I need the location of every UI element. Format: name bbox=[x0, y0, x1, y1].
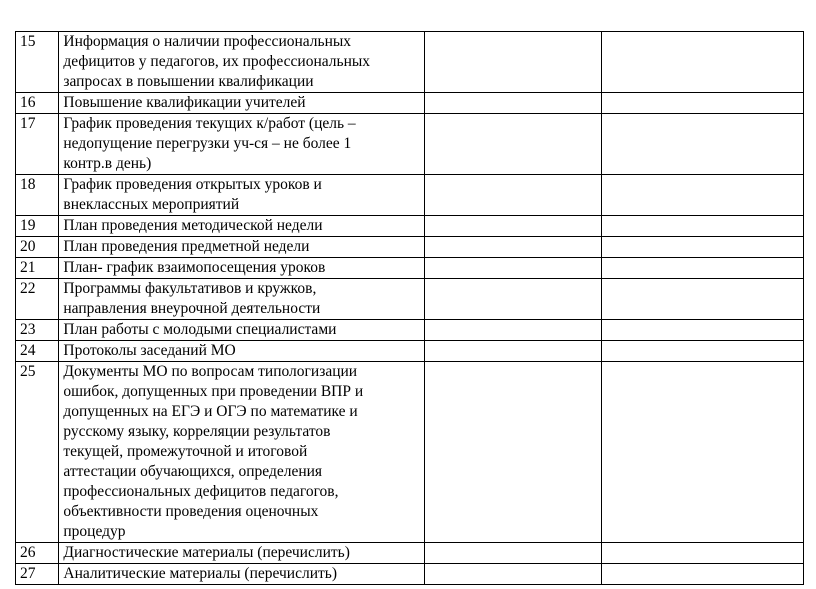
description-line: Протоколы заседаний МО bbox=[63, 342, 236, 359]
row-description bbox=[59, 32, 424, 93]
table-row bbox=[16, 216, 804, 237]
description-line: План проведения предметной недели bbox=[63, 238, 310, 255]
row-description bbox=[59, 362, 424, 543]
empty-cell-b bbox=[602, 237, 804, 258]
row-description bbox=[59, 237, 424, 258]
row-description bbox=[59, 564, 424, 585]
row-description bbox=[59, 320, 424, 341]
empty-cell-b bbox=[602, 279, 804, 320]
description-line: недопущение перегрузки уч-ся – не более 1 bbox=[63, 135, 352, 152]
table-row bbox=[16, 32, 804, 93]
empty-cell-b bbox=[602, 564, 804, 585]
table-row bbox=[16, 543, 804, 564]
empty-cell-a bbox=[424, 362, 602, 543]
row-number: 18 bbox=[16, 175, 59, 216]
description-line: профессиональных дефицитов педагогов, bbox=[63, 483, 339, 500]
row-number: 19 bbox=[16, 216, 59, 237]
table-row bbox=[16, 341, 804, 362]
table-row bbox=[16, 93, 804, 114]
empty-cell-b bbox=[602, 341, 804, 362]
empty-cell-a bbox=[424, 32, 602, 93]
description-line: русскому языку, корреляции результатов bbox=[63, 423, 331, 440]
description-line: Программы факультативов и кружков, bbox=[63, 280, 317, 297]
empty-cell-a bbox=[424, 175, 602, 216]
description-line: План проведения методической недели bbox=[63, 217, 323, 234]
empty-cell-b bbox=[602, 32, 804, 93]
table-row bbox=[16, 237, 804, 258]
row-description bbox=[59, 258, 424, 279]
table-body bbox=[16, 32, 804, 585]
description-line: аттестации обучающихся, определения bbox=[63, 463, 323, 480]
row-number: 23 bbox=[16, 320, 59, 341]
description-line: направления внеурочной деятельности bbox=[63, 300, 321, 317]
empty-cell-b bbox=[602, 258, 804, 279]
row-description bbox=[59, 543, 424, 564]
row-description bbox=[59, 93, 424, 114]
description-line: Информация о наличии профессиональных bbox=[63, 33, 352, 50]
empty-cell-b bbox=[602, 543, 804, 564]
row-number: 27 bbox=[16, 564, 59, 585]
row-description bbox=[59, 341, 424, 362]
empty-cell-b bbox=[602, 362, 804, 543]
empty-cell-a bbox=[424, 320, 602, 341]
empty-cell-a bbox=[424, 216, 602, 237]
description-line: внеклассных мероприятий bbox=[63, 196, 240, 213]
row-number: 25 bbox=[16, 362, 59, 543]
description-line: Повышение квалификации учителей bbox=[63, 94, 306, 111]
description-line: Диагностические материалы (перечислить) bbox=[63, 544, 350, 561]
row-number: 21 bbox=[16, 258, 59, 279]
description-line: процедур bbox=[63, 523, 126, 540]
empty-cell-b bbox=[602, 175, 804, 216]
empty-cell-b bbox=[602, 114, 804, 175]
table-row bbox=[16, 320, 804, 341]
row-number: 20 bbox=[16, 237, 59, 258]
table-row bbox=[16, 258, 804, 279]
table-row bbox=[16, 175, 804, 216]
description-line: План работы с молодыми специалистами bbox=[63, 321, 337, 338]
table-row bbox=[16, 114, 804, 175]
description-line: График проведения текущих к/работ (цель – bbox=[63, 115, 356, 132]
document-table bbox=[15, 31, 804, 585]
row-number: 24 bbox=[16, 341, 59, 362]
description-line: запросах в повышении квалификации bbox=[63, 73, 314, 90]
row-number: 26 bbox=[16, 543, 59, 564]
empty-cell-a bbox=[424, 564, 602, 585]
description-line: дефицитов у педагогов, их профессиональных bbox=[63, 53, 371, 70]
row-number: 15 bbox=[16, 32, 59, 93]
description-line: объективности проведения оценочных bbox=[63, 503, 319, 520]
description-line: контр.в день) bbox=[63, 155, 152, 172]
row-number: 22 bbox=[16, 279, 59, 320]
row-description bbox=[59, 175, 424, 216]
row-description bbox=[59, 114, 424, 175]
empty-cell-a bbox=[424, 279, 602, 320]
description-line: допущенных на ЕГЭ и ОГЭ по математике и bbox=[63, 403, 358, 420]
row-number: 16 bbox=[16, 93, 59, 114]
row-description bbox=[59, 279, 424, 320]
empty-cell-a bbox=[424, 114, 602, 175]
empty-cell-a bbox=[424, 93, 602, 114]
table-row bbox=[16, 279, 804, 320]
empty-cell-a bbox=[424, 237, 602, 258]
empty-cell-a bbox=[424, 258, 602, 279]
description-line: График проведения открытых уроков и bbox=[63, 176, 322, 193]
empty-cell-b bbox=[602, 93, 804, 114]
description-line: План- график взаимопосещения уроков bbox=[63, 259, 326, 276]
table-row bbox=[16, 362, 804, 543]
row-description bbox=[59, 216, 424, 237]
empty-cell-a bbox=[424, 341, 602, 362]
empty-cell-b bbox=[602, 320, 804, 341]
description-line: Документы МО по вопросам типологизации bbox=[63, 363, 358, 380]
empty-cell-a bbox=[424, 543, 602, 564]
row-number: 17 bbox=[16, 114, 59, 175]
empty-cell-b bbox=[602, 216, 804, 237]
table-row bbox=[16, 564, 804, 585]
description-line: Аналитические материалы (перечислить) bbox=[63, 565, 338, 582]
description-line: текущей, промежуточной и итоговой bbox=[63, 443, 308, 460]
description-line: ошибок, допущенных при проведении ВПР и bbox=[63, 383, 364, 400]
